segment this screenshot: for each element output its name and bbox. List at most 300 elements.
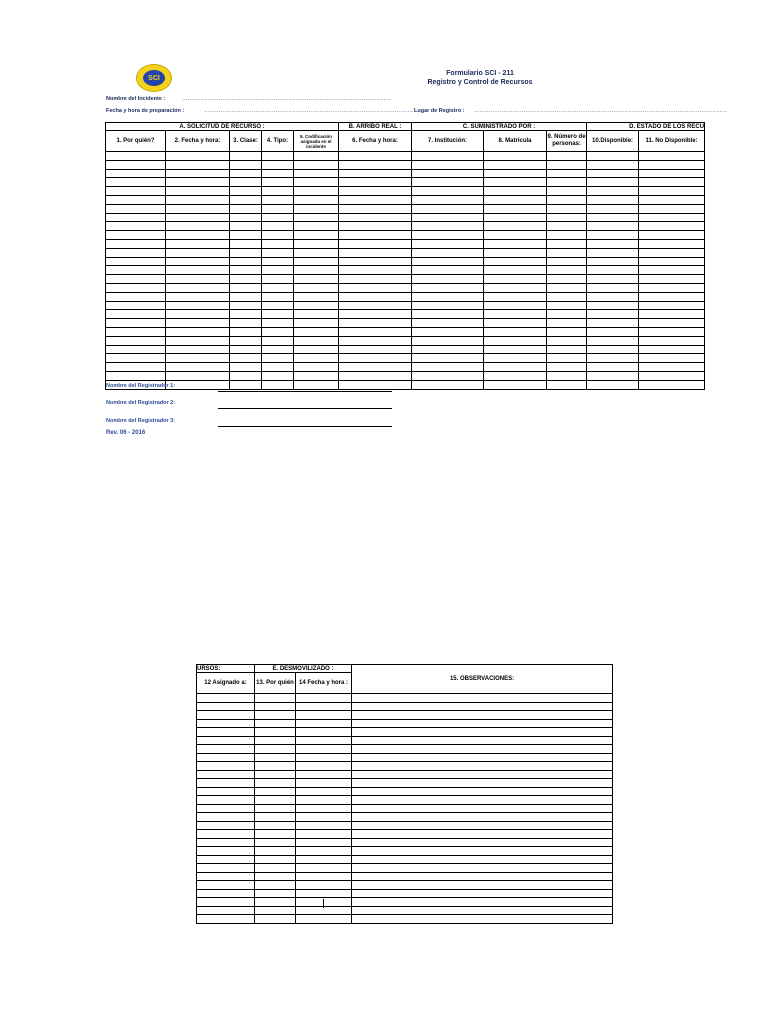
table-cell[interactable] [166,336,230,345]
table-cell[interactable] [639,213,705,222]
table-cell[interactable] [296,855,352,864]
table-cell[interactable] [639,248,705,257]
table-cell[interactable] [294,213,339,222]
table-cell[interactable] [339,231,412,240]
table-cell[interactable] [339,266,412,275]
table-cell[interactable] [587,363,639,372]
table-cell[interactable] [106,319,166,328]
table-cell[interactable] [412,354,484,363]
table-cell[interactable] [639,363,705,372]
table-cell[interactable] [255,804,296,813]
table-cell[interactable] [255,796,296,805]
table-cell[interactable] [547,231,587,240]
table-cell[interactable] [166,257,230,266]
table-cell[interactable] [547,187,587,196]
table-cell[interactable] [352,770,613,779]
table-cell[interactable] [639,187,705,196]
table-cell[interactable] [106,213,166,222]
table-cell[interactable] [255,779,296,788]
table-cell[interactable] [339,204,412,213]
table-cell[interactable] [352,728,613,737]
table-cell[interactable] [639,310,705,319]
table-cell[interactable] [262,354,294,363]
table-cell[interactable] [639,319,705,328]
table-cell[interactable] [166,327,230,336]
table-cell[interactable] [484,239,547,248]
table-cell[interactable] [412,275,484,284]
table-cell[interactable] [255,753,296,762]
table-cell[interactable] [484,231,547,240]
table-cell[interactable] [230,310,262,319]
table-cell[interactable] [294,310,339,319]
table-cell[interactable] [587,222,639,231]
table-cell[interactable] [412,231,484,240]
table-cell[interactable] [339,292,412,301]
table-cell[interactable] [294,169,339,178]
table-cell[interactable] [296,728,352,737]
table-cell[interactable] [106,371,166,380]
table-cell[interactable] [412,301,484,310]
table-cell[interactable] [484,257,547,266]
table-cell[interactable] [106,354,166,363]
table-cell[interactable] [230,275,262,284]
table-cell[interactable] [339,187,412,196]
table-cell[interactable] [230,283,262,292]
table-cell[interactable] [106,363,166,372]
table-cell[interactable] [484,363,547,372]
table-cell[interactable] [262,336,294,345]
table-cell[interactable] [412,319,484,328]
table-cell[interactable] [294,319,339,328]
table-cell[interactable] [547,283,587,292]
table-cell[interactable] [106,248,166,257]
table-cell[interactable] [255,847,296,856]
table-cell[interactable] [352,898,613,907]
table-cell[interactable] [166,319,230,328]
table-cell[interactable] [294,292,339,301]
table-cell[interactable] [255,898,296,907]
table-cell[interactable] [547,266,587,275]
table-cell[interactable] [352,821,613,830]
table-cell[interactable] [262,310,294,319]
table-cell[interactable] [166,354,230,363]
table-cell[interactable] [294,283,339,292]
table-cell[interactable] [339,213,412,222]
table-cell[interactable] [412,222,484,231]
table-cell[interactable] [484,319,547,328]
table-cell[interactable] [296,813,352,822]
table-cell[interactable] [339,160,412,169]
table-cell[interactable] [412,178,484,187]
table-cell[interactable] [339,345,412,354]
table-cell[interactable] [294,195,339,204]
table-cell[interactable] [484,204,547,213]
table-cell[interactable] [197,736,255,745]
table-cell[interactable] [166,239,230,248]
table-cell[interactable] [296,830,352,839]
table-cell[interactable] [339,248,412,257]
table-cell[interactable] [106,178,166,187]
table-cell[interactable] [484,354,547,363]
table-cell[interactable] [197,915,255,924]
table-cell[interactable] [197,719,255,728]
table-cell[interactable] [197,753,255,762]
table-cell[interactable] [484,195,547,204]
table-cell[interactable] [352,745,613,754]
table-cell[interactable] [412,336,484,345]
table-cell[interactable] [547,327,587,336]
table-cell[interactable] [255,813,296,822]
table-cell[interactable] [166,178,230,187]
table-cell[interactable] [547,363,587,372]
table-cell[interactable] [547,292,587,301]
table-cell[interactable] [639,345,705,354]
table-cell[interactable] [294,336,339,345]
table-cell[interactable] [412,363,484,372]
table-cell[interactable] [639,275,705,284]
table-cell[interactable] [262,178,294,187]
table-cell[interactable] [587,380,639,389]
table-cell[interactable] [255,906,296,915]
table-cell[interactable] [230,371,262,380]
table-cell[interactable] [230,222,262,231]
table-cell[interactable] [262,257,294,266]
table-cell[interactable] [230,266,262,275]
table-cell[interactable] [639,169,705,178]
table-cell[interactable] [255,838,296,847]
table-cell[interactable] [106,275,166,284]
table-cell[interactable] [412,248,484,257]
table-cell[interactable] [255,855,296,864]
table-cell[interactable] [412,371,484,380]
table-cell[interactable] [339,239,412,248]
table-cell[interactable] [587,152,639,161]
table-cell[interactable] [230,152,262,161]
table-cell[interactable] [255,702,296,711]
prep-date-field[interactable]: …………………………………………………………………………………………………… [204,108,413,114]
table-cell[interactable] [412,204,484,213]
table-cell[interactable] [262,371,294,380]
table-cell[interactable] [106,204,166,213]
table-cell[interactable] [166,371,230,380]
table-cell[interactable] [255,762,296,771]
table-cell[interactable] [166,301,230,310]
table-cell[interactable] [296,847,352,856]
table-cell[interactable] [166,222,230,231]
table-cell[interactable] [639,283,705,292]
table-cell[interactable] [262,292,294,301]
table-cell[interactable] [255,821,296,830]
table-cell[interactable] [294,301,339,310]
table-cell[interactable] [230,345,262,354]
table-cell[interactable] [484,178,547,187]
table-cell[interactable] [547,213,587,222]
table-cell[interactable] [106,152,166,161]
table-cell[interactable] [166,160,230,169]
table-cell[interactable] [106,231,166,240]
table-cell[interactable] [296,711,352,720]
table-cell[interactable] [106,336,166,345]
table-cell[interactable] [352,694,613,703]
table-cell[interactable] [587,275,639,284]
table-cell[interactable] [197,838,255,847]
table-cell[interactable] [106,239,166,248]
table-cell[interactable] [547,310,587,319]
table-cell[interactable] [639,222,705,231]
table-cell[interactable] [587,248,639,257]
table-cell[interactable] [339,336,412,345]
table-cell[interactable] [547,248,587,257]
table-cell[interactable] [352,813,613,822]
table-cell[interactable] [197,872,255,881]
table-cell[interactable] [339,222,412,231]
table-cell[interactable] [197,889,255,898]
table-cell[interactable] [587,371,639,380]
table-cell[interactable] [484,248,547,257]
table-cell[interactable] [197,804,255,813]
table-cell[interactable] [230,363,262,372]
table-cell[interactable] [197,702,255,711]
table-cell[interactable] [262,195,294,204]
table-cell[interactable] [166,169,230,178]
table-cell[interactable] [484,301,547,310]
table-cell[interactable] [296,745,352,754]
table-cell[interactable] [294,152,339,161]
table-cell[interactable] [587,345,639,354]
table-cell[interactable] [255,787,296,796]
table-cell[interactable] [412,257,484,266]
table-cell[interactable] [294,231,339,240]
table-cell[interactable] [230,301,262,310]
table-cell[interactable] [352,719,613,728]
table-cell[interactable] [412,310,484,319]
table-cell[interactable] [106,283,166,292]
table-cell[interactable] [352,762,613,771]
table-cell[interactable] [255,736,296,745]
table-cell[interactable] [484,283,547,292]
table-cell[interactable] [639,371,705,380]
table-cell[interactable] [255,770,296,779]
table-cell[interactable] [230,319,262,328]
table-cell[interactable] [339,380,412,389]
table-cell[interactable] [587,178,639,187]
table-cell[interactable] [352,796,613,805]
table-cell[interactable] [484,380,547,389]
table-cell[interactable] [106,327,166,336]
table-cell[interactable] [197,830,255,839]
table-cell[interactable] [484,266,547,275]
table-cell[interactable] [339,257,412,266]
table-cell[interactable] [262,152,294,161]
table-cell[interactable] [255,719,296,728]
table-cell[interactable] [197,847,255,856]
table-cell[interactable] [106,257,166,266]
table-cell[interactable] [230,231,262,240]
table-cell[interactable] [255,711,296,720]
table-cell[interactable] [587,301,639,310]
table-cell[interactable] [587,187,639,196]
table-cell[interactable] [197,813,255,822]
table-cell[interactable] [294,178,339,187]
table-cell[interactable] [352,855,613,864]
table-cell[interactable] [412,239,484,248]
table-cell[interactable] [547,371,587,380]
table-cell[interactable] [197,694,255,703]
table-cell[interactable] [166,275,230,284]
table-cell[interactable] [587,266,639,275]
table-cell[interactable] [230,239,262,248]
table-cell[interactable] [106,195,166,204]
table-cell[interactable] [587,292,639,301]
table-cell[interactable] [262,266,294,275]
table-cell[interactable] [547,169,587,178]
table-cell[interactable] [262,213,294,222]
table-cell[interactable] [262,275,294,284]
table-cell[interactable] [587,327,639,336]
table-cell[interactable] [412,160,484,169]
table-cell[interactable] [197,796,255,805]
table-cell[interactable] [339,169,412,178]
table-cell[interactable] [484,336,547,345]
table-cell[interactable] [412,292,484,301]
table-cell[interactable] [296,915,352,924]
table-cell[interactable] [294,275,339,284]
table-cell[interactable] [106,169,166,178]
table-cell[interactable] [230,169,262,178]
table-cell[interactable] [352,753,613,762]
table-cell[interactable] [294,187,339,196]
table-cell[interactable] [412,152,484,161]
table-cell[interactable] [166,213,230,222]
table-cell[interactable] [230,292,262,301]
table-cell[interactable] [230,178,262,187]
table-cell[interactable] [339,371,412,380]
table-cell[interactable] [262,169,294,178]
table-cell[interactable] [294,354,339,363]
table-cell[interactable] [339,195,412,204]
table-cell[interactable] [639,239,705,248]
table-cell[interactable] [255,864,296,873]
table-cell[interactable] [547,204,587,213]
table-cell[interactable] [587,354,639,363]
table-cell[interactable] [412,283,484,292]
table-cell[interactable] [587,310,639,319]
table-cell[interactable] [547,152,587,161]
table-cell[interactable] [352,847,613,856]
table-cell[interactable] [106,266,166,275]
table-cell[interactable] [106,292,166,301]
table-cell[interactable] [296,881,352,890]
table-cell[interactable] [547,301,587,310]
table-cell[interactable] [294,257,339,266]
table-cell[interactable] [296,770,352,779]
table-cell[interactable] [262,283,294,292]
table-cell[interactable] [296,719,352,728]
table-cell[interactable] [166,266,230,275]
table-cell[interactable] [339,301,412,310]
table-cell[interactable] [262,301,294,310]
table-cell[interactable] [294,363,339,372]
table-cell[interactable] [547,345,587,354]
table-cell[interactable] [484,275,547,284]
table-cell[interactable] [587,160,639,169]
table-cell[interactable] [166,345,230,354]
table-cell[interactable] [166,380,230,389]
table-cell[interactable] [294,380,339,389]
table-cell[interactable] [166,363,230,372]
table-cell[interactable] [296,889,352,898]
table-cell[interactable] [197,787,255,796]
table-cell[interactable] [352,906,613,915]
table-cell[interactable] [412,195,484,204]
table-cell[interactable] [166,292,230,301]
table-cell[interactable] [547,354,587,363]
table-cell[interactable] [197,906,255,915]
table-cell[interactable] [484,222,547,231]
table-cell[interactable] [587,231,639,240]
table-cell[interactable] [262,222,294,231]
table-cell[interactable] [166,195,230,204]
table-cell[interactable] [339,275,412,284]
table-cell[interactable] [339,327,412,336]
table-cell[interactable] [296,762,352,771]
table-cell[interactable] [296,779,352,788]
table-cell[interactable] [412,213,484,222]
table-cell[interactable] [262,160,294,169]
table-cell[interactable] [352,787,613,796]
table-cell[interactable] [547,195,587,204]
table-cell[interactable] [294,222,339,231]
table-cell[interactable] [352,881,613,890]
table-cell[interactable] [294,371,339,380]
table-cell[interactable] [484,152,547,161]
table-cell[interactable] [197,711,255,720]
table-cell[interactable] [106,301,166,310]
table-cell[interactable] [547,239,587,248]
table-cell[interactable] [587,204,639,213]
table-cell[interactable] [296,821,352,830]
incident-field[interactable]: …………………………………………………………………………………………………… [182,96,391,102]
table-cell[interactable] [230,195,262,204]
table-cell[interactable] [255,830,296,839]
table-cell[interactable] [166,204,230,213]
table-cell[interactable] [339,354,412,363]
table-cell[interactable] [639,204,705,213]
table-cell[interactable] [296,872,352,881]
table-cell[interactable] [296,753,352,762]
table-cell[interactable] [106,310,166,319]
table-cell[interactable] [352,779,613,788]
table-cell[interactable] [262,248,294,257]
table-cell[interactable] [294,248,339,257]
table-cell[interactable] [484,327,547,336]
table-cell[interactable] [352,872,613,881]
table-cell[interactable] [230,354,262,363]
table-cell[interactable] [294,345,339,354]
table-cell[interactable] [339,152,412,161]
table-cell[interactable] [639,266,705,275]
table-cell[interactable] [352,711,613,720]
table-cell[interactable] [484,371,547,380]
table-cell[interactable] [339,310,412,319]
table-cell[interactable] [255,872,296,881]
table-cell[interactable] [587,195,639,204]
table-cell[interactable] [547,178,587,187]
table-cell[interactable] [294,160,339,169]
table-cell[interactable] [352,736,613,745]
table-cell[interactable] [639,160,705,169]
table-cell[interactable] [639,354,705,363]
